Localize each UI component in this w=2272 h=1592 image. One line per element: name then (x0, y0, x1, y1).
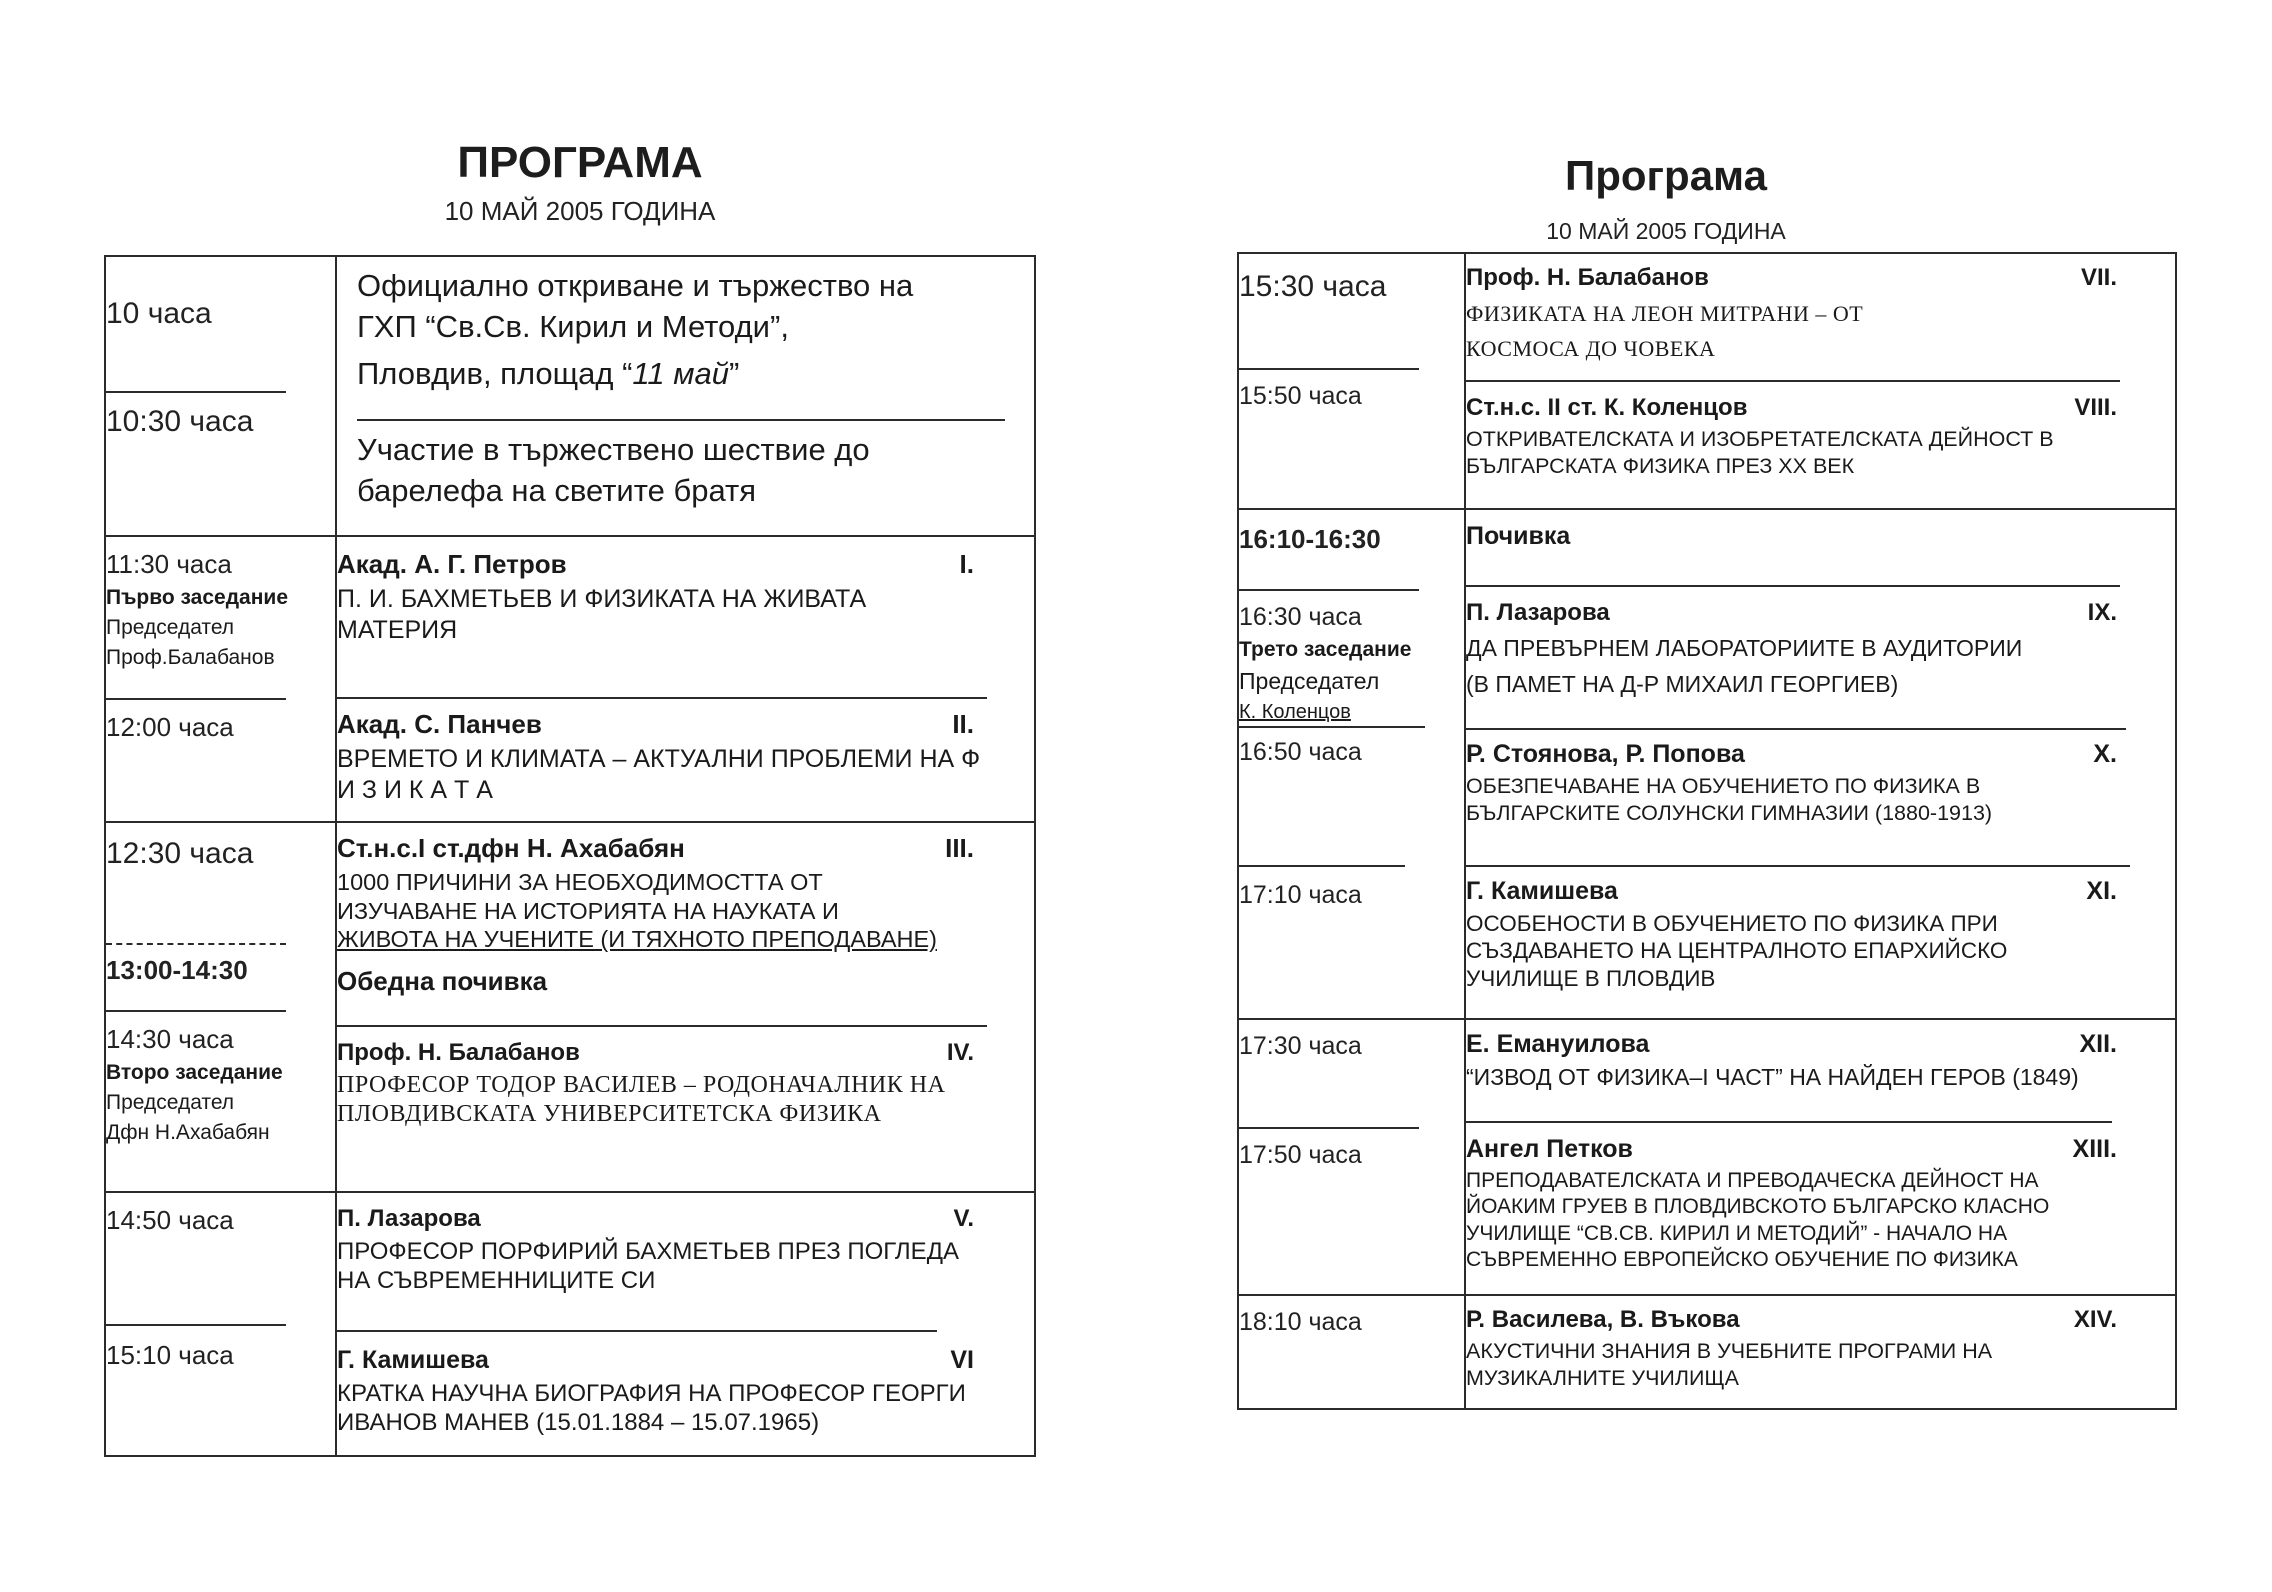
talk-title: ПРОФЕСОР ТОДОР ВАСИЛЕВ – РОДОНАЧАЛНИК НА ПЛОВДИВСКАТА УНИВЕРСИТЕТСКА ФИЗИКА (337, 1071, 946, 1128)
talk-item (337, 833, 1034, 954)
divider (1466, 585, 2120, 587)
talk-title: КРАТКА НАУЧНА БИОГРАФИЯ НА ПРОФЕСОР ГЕОРГИ ИВАНОВ МАНЕВ (15.01.1884 – 15.07.1965) (337, 1379, 966, 1436)
time-slot: 17:10 часа (1239, 881, 1362, 909)
divider (337, 1025, 987, 1027)
divider (357, 419, 1005, 421)
lunch-break: Обедна почивка (337, 965, 548, 996)
program-block-evening-3 (1238, 1295, 2176, 1409)
time-slot: 14:30 часа (106, 1024, 234, 1054)
talk-number: XII. (2079, 1030, 2117, 1058)
program-block-afternoon (105, 1192, 1035, 1456)
right-page (1136, 0, 2272, 1592)
chair-name: Дфн Н.Ахабабян (106, 1121, 270, 1144)
talk-number: XIV. (2073, 1306, 2117, 1333)
time-slot: 17:30 часа (1239, 1032, 1362, 1060)
talk-item (337, 1205, 1034, 1296)
time-slot: 15:50 часа (1239, 382, 1362, 410)
time-slot: 10:30 часа (106, 405, 254, 438)
talk-title: 1000 ПРИЧИНИ ЗА НЕОБХОДИМОСТТА ОТ ИЗУЧАВАНЕ НА ИСТОРИЯТА НА НАУКАТА И ЖИВОТА НА УЧЕНИТЕ (И ТЯХНОТО ПРЕПОДАВАНЕ) (337, 869, 938, 953)
time-slot: 16:50 часа (1239, 738, 1362, 766)
talk-title: ПРОФЕСОР ПОРФИРИЙ БАХМЕТЬЕВ ПРЕЗ ПОГЛЕДА НА СЪВРЕМЕННИЦИТЕ СИ (337, 1238, 959, 1295)
program-block-session-2 (105, 822, 1035, 1192)
program-table-left (104, 255, 1036, 1457)
event-opening: Официално откриване и тържество на ГХП “Св.Св. Кирил и Методи”, Пловдив, площад “11 май” (357, 268, 914, 392)
page-date: 10 МАЙ 2005 ГОДИНА (444, 196, 716, 226)
chair-label: Председател (106, 616, 235, 639)
talk-number: VII. (2080, 264, 2117, 291)
coffee-break: Почивка (1466, 522, 1571, 550)
time-slot: 16:30 часа (1239, 603, 1362, 631)
talk-speaker: Ст.н.с. II ст. К. Коленцов (1466, 394, 1748, 422)
talk-speaker: Проф. Н. Балабанов (1466, 264, 1709, 291)
talk-title: ФИЗИКАТА НА ЛЕОН МИТРАНИ – ОТ КОСМОСА ДО ЧОВЕКА (1466, 301, 1864, 362)
talk-number: XI. (2086, 876, 2117, 905)
event-procession: Участие в тържествено шествие до барелефа на светите братя (357, 431, 870, 508)
talk-item (337, 709, 1034, 805)
talk-title: ОТКРИВАТЕЛСКАТА И ИЗОБРЕТАТЕЛСКАТА ДЕЙНОСТ В БЪЛГАРСКАТА ФИЗИКА ПРЕЗ XX ВЕК (1466, 427, 2054, 479)
program-block-opening (105, 256, 1035, 536)
time-slot: 10 часа (106, 297, 212, 330)
talk-speaker: Г. Камишева (1466, 876, 1618, 905)
program-block-session-1 (105, 536, 1035, 822)
divider (1466, 380, 2120, 382)
chair-name: Проф.Балабанов (106, 646, 275, 669)
talk-item (1466, 1135, 2175, 1273)
talk-speaker: Акад. А. Г. Петров (337, 549, 567, 579)
chair-label: Председател (106, 1091, 235, 1114)
talk-number: II. (952, 709, 974, 739)
time-slot: 18:10 часа (1239, 1308, 1362, 1336)
time-slot: 13:00-14:30 (106, 955, 248, 985)
talk-speaker: Р. Стоянова, Р. Попова (1466, 740, 1745, 769)
divider (1239, 865, 1405, 867)
talk-speaker: Ангел Петков (1466, 1135, 1633, 1164)
talk-item (1466, 264, 2175, 366)
talk-title: ОСОБЕНОСТИ В ОБУЧЕНИЕТО ПО ФИЗИКА ПРИ СЪЗДАВАНЕТО НА ЦЕНТРАЛНОТО ЕПАРХИЙСКО УЧИЛИЩЕ В ПЛОВДИВ (1466, 910, 2008, 992)
time-slot: 17:50 часа (1239, 1141, 1362, 1169)
divider (106, 698, 286, 700)
talk-item (1466, 1030, 2175, 1091)
talk-title: ОБЕЗПЕЧАВАНЕ НА ОБУЧЕНИЕТО ПО ФИЗИКА В БЪЛГАРСКИТЕ СОЛУНСКИ ГИМНАЗИИ (1880-1913) (1466, 774, 1993, 825)
divider (1466, 728, 2126, 730)
divider (1239, 589, 1419, 591)
divider (337, 697, 987, 699)
talk-item (1466, 394, 2175, 479)
session-label: Второ заседание (106, 1061, 283, 1084)
talk-speaker: П. Лазарова (1466, 599, 1610, 626)
talk-item (1466, 1306, 2175, 1391)
divider (106, 391, 286, 393)
time-slot: 15:30 часа (1239, 270, 1387, 303)
talk-number: IV. (946, 1038, 974, 1066)
divider (106, 1010, 286, 1012)
session-label: Първо заседание (106, 586, 289, 609)
divider (106, 943, 286, 945)
time-slot: 12:00 часа (106, 712, 234, 742)
talk-item (337, 1346, 1034, 1438)
time-slot: 14:50 часа (106, 1205, 234, 1235)
program-table-right (1237, 252, 2177, 1410)
divider (337, 1330, 937, 1332)
program-block-evening-2 (1238, 1019, 2176, 1295)
time-slot: 15:10 часа (106, 1340, 234, 1370)
session-label: Трето заседание (1239, 638, 1412, 661)
divider (1239, 368, 1419, 370)
talk-title: ВРЕМЕТО И КЛИМАТА – АКТУАЛНИ ПРОБЛЕМИ НА Ф И З И К А Т А (337, 745, 981, 804)
talk-number: V. (953, 1205, 974, 1232)
divider (1239, 1127, 1419, 1129)
talk-number: X. (2093, 740, 2117, 769)
program-block-session-3 (1238, 509, 2176, 1019)
talk-item (337, 1039, 1034, 1130)
talk-title: АКУСТИЧНИ ЗНАНИЯ В УЧЕБНИТЕ ПРОГРАМИ НА МУЗИКАЛНИТЕ УЧИЛИЩА (1466, 1339, 1993, 1390)
chair-label: Председател (1239, 668, 1380, 694)
divider (106, 1324, 286, 1326)
page-title: ПРОГРАМА (457, 138, 703, 187)
divider (1239, 726, 1425, 728)
talk-number: IX. (2087, 599, 2117, 626)
talk-title: ПРЕПОДАВАТЕЛСКАТА И ПРЕВОДАЧЕСКА ДЕЙНОСТ НА ЙОАКИМ ГРУЕВ В ПЛОВДИВСКОТО БЪЛГАРСКО КЛАСНО УЧИЛИЩЕ “СВ.СВ. КИРИЛ И МЕТОДИЙ” - НАЧАЛО НА СЪВРЕМЕННО ЕВРОПЕЙСКО ОБУЧЕНИЕ ПО ФИЗИКА (1466, 1169, 2050, 1271)
page-title: Програма (1565, 152, 1767, 199)
talk-speaker: Ст.н.с.I ст.дфн Н. Ахабабян (337, 833, 685, 863)
program-block-evening-1 (1238, 253, 2176, 509)
time-slot: 12:30 часа (106, 837, 254, 870)
talk-title: ДА ПРЕВЪРНЕМ ЛАБОРАТОРИИТЕ В АУДИТОРИИ (В ПАМЕТ НА Д-Р МИХАИЛ ГЕОРГИЕВ) (1466, 635, 2023, 697)
talk-speaker: Проф. Н. Балабанов (337, 1038, 580, 1066)
talk-item (337, 549, 1034, 645)
time-slot: 11:30 часа (106, 549, 232, 579)
chair-name: К. Коленцов (1239, 701, 1351, 723)
divider (1466, 1121, 2112, 1123)
talk-item (1466, 877, 2175, 994)
talk-item (1466, 740, 2175, 826)
talk-number: I. (959, 549, 974, 579)
talk-number: VI (950, 1345, 974, 1374)
talk-title: П. И. БАХМЕТЬЕВ И ФИЗИКАТА НА ЖИВАТА МАТЕРИЯ (337, 585, 867, 644)
talk-speaker: Акад. С. Панчев (337, 709, 542, 739)
talk-number: VIII. (2074, 394, 2117, 422)
talk-item (1466, 599, 2175, 702)
divider (1466, 865, 2130, 867)
talk-number: XIII. (2072, 1135, 2117, 1164)
talk-speaker: П. Лазарова (337, 1205, 481, 1232)
talk-title: “ИЗВОД ОТ ФИЗИКА–I ЧАСТ” НА НАЙДЕН ГЕРОВ (1849) (1466, 1064, 2079, 1090)
talk-speaker: Р. Василева, В. Въкова (1466, 1306, 1740, 1333)
talk-number: III. (945, 833, 974, 863)
talk-speaker: Г. Камишева (337, 1345, 489, 1374)
time-slot: 16:10-16:30 (1239, 524, 1381, 554)
talk-speaker: Е. Емануилова (1466, 1030, 1650, 1058)
page-date: 10 МАЙ 2005 ГОДИНА (1546, 218, 1786, 244)
